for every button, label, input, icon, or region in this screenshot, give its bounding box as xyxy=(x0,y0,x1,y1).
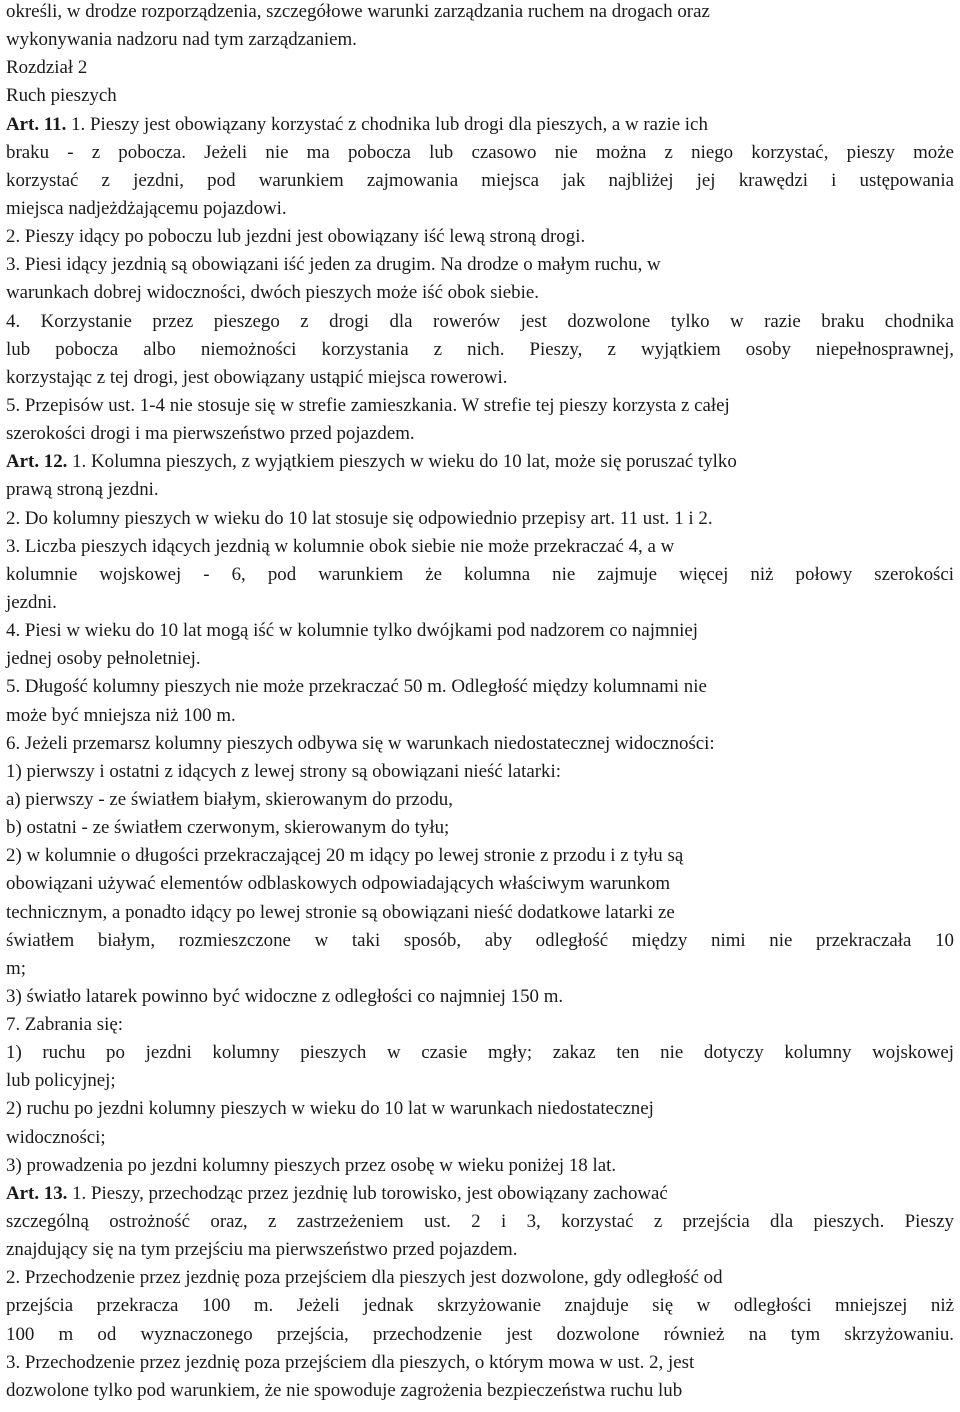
line-text: 5. Długość kolumny pieszych nie może przekraczać 50 m. Odległość między kolumnami nie xyxy=(6,676,707,698)
line-text: dozwolone tylko pod warunkiem, że nie spowoduje zagrożenia bezpieczeństwa ruchu lub xyxy=(6,1379,683,1401)
line-text: miejsca nadjeżdżającemu pojazdowi. xyxy=(6,197,287,219)
line-text: może być mniejsza niż 100 m. xyxy=(6,704,236,726)
text-line xyxy=(6,364,954,392)
line-text: jezdni. xyxy=(6,591,57,613)
line-text: prawą stroną jezdni. xyxy=(6,479,159,501)
text-line xyxy=(6,82,954,110)
line-text: 4. Piesi w wieku do 10 lat mogą iść w kolumnie tylko dwójkami pod nadzorem co najmniej xyxy=(6,620,699,642)
text-line xyxy=(6,1264,954,1292)
line-text: jednej osoby pełnoletniej. xyxy=(6,648,201,670)
text-line xyxy=(6,420,954,448)
text-line xyxy=(6,336,954,364)
line-text: lub policyjnej; xyxy=(6,1070,116,1092)
text-line xyxy=(6,645,954,673)
line-text: obowiązani używać elementów odblaskowych odpowiadających właściwym warunkom xyxy=(6,873,671,895)
line-text: 100 m od wyznaczonego przejścia, przechodzenie jest dozwolone również na tym skrzyżowaniu. xyxy=(6,1323,954,1345)
line-text: Ruch pieszych xyxy=(6,85,117,107)
line-text: kolumnie wojskowej - 6, pod warunkiem że kolumna nie zajmuje więcej niż połowy szerokości xyxy=(6,563,954,585)
line-text: b) ostatni - ze światłem czerwonym, skierowanym do tyłu; xyxy=(6,817,450,839)
article-number: Art. 13. xyxy=(6,1182,68,1204)
line-text: 5. Przepisów ust. 1-4 nie stosuje się w strefie zamieszkania. W strefie tej pieszy korzysta z całej xyxy=(6,394,730,416)
line-text: 4. Korzystanie przez pieszego z drogi dla rowerów jest dozwolone tylko w razie braku chodnika xyxy=(6,310,954,332)
text-line xyxy=(6,195,954,223)
line-text: wykonywania nadzoru nad tym zarządzaniem. xyxy=(6,29,357,51)
text-line xyxy=(6,476,954,504)
text-line xyxy=(6,111,954,139)
line-text: znajdujący się na tym przejściu ma pierwszeństwo przed pojazdem. xyxy=(6,1239,518,1261)
text-line xyxy=(6,730,954,758)
line-text: warunkach dobrej widoczności, dwóch pieszych może iść obok siebie. xyxy=(6,282,539,304)
text-line xyxy=(6,786,954,814)
text-line xyxy=(6,1180,954,1208)
text-line xyxy=(6,955,954,983)
text-line xyxy=(6,54,954,82)
line-text: światłem białym, rozmieszczone w taki sposób, aby odległość między nimi nie przekraczała 10 xyxy=(6,929,954,951)
text-line xyxy=(6,1292,954,1320)
line-text: 3. Liczba pieszych idących jezdnią w kolumnie obok siebie nie może przekraczać 4, a w xyxy=(6,535,675,557)
text-line xyxy=(6,1124,954,1152)
text-line xyxy=(6,1152,954,1180)
text-line xyxy=(6,1236,954,1264)
text-line xyxy=(6,533,954,561)
text-line xyxy=(6,927,954,955)
article-number: Art. 11. xyxy=(6,113,67,135)
line-text: 3. Piesi idący jezdnią są obowiązani iść jeden za drugim. Na drodze o małym ruchu, w xyxy=(6,254,661,276)
line-text: 1) pierwszy i ostatni z idących z lewej strony są obowiązani nieść latarki: xyxy=(6,760,561,782)
line-text: szerokości drogi i ma pierwszeństwo przed pojazdem. xyxy=(6,423,415,445)
line-text: 2) w kolumnie o długości przekraczającej 20 m idący po lewej stronie z przodu i z tyłu są xyxy=(6,845,684,867)
line-text: m; xyxy=(6,957,26,979)
line-text: 2. Do kolumny pieszych w wieku do 10 lat stosuje się odpowiednio przepisy art. 11 ust. 1 i 2. xyxy=(6,507,713,529)
line-text: szczególną ostrożność oraz, z zastrzeżeniem ust. 2 i 3, korzystać z przejścia dla pieszych. Pieszy xyxy=(6,1211,954,1233)
line-text: technicznym, a ponadto idący po lewej stronie są obowiązani nieść dodatkowe latarki ze xyxy=(6,901,675,923)
line-text: Rozdział 2 xyxy=(6,57,88,79)
text-line xyxy=(6,1011,954,1039)
text-line xyxy=(6,702,954,730)
text-line xyxy=(6,505,954,533)
line-text: 1) ruchu po jezdni kolumny pieszych w czasie mgły; zakaz ten nie dotyczy kolumny wojskowej xyxy=(6,1042,954,1064)
text-line xyxy=(6,308,954,336)
line-text: przejścia przekracza 100 m. Jeżeli jednak skrzyżowanie znajduje się w odległości mniejszej niż xyxy=(6,1295,954,1317)
line-text: braku - z pobocza. Jeżeli nie ma pobocza lub czasowo nie można z niego korzystać, pieszy może xyxy=(6,141,954,163)
line-text: 2. Przechodzenie przez jezdnię poza przejściem dla pieszych jest dozwolone, gdy odległość od xyxy=(6,1267,723,1289)
line-text: 1. Pieszy, przechodząc przez jezdnię lub torowisko, jest obowiązany zachować xyxy=(67,1182,668,1204)
text-line xyxy=(6,814,954,842)
text-line xyxy=(6,617,954,645)
text-line xyxy=(6,1377,954,1405)
text-line xyxy=(6,1039,954,1067)
line-text: lub pobocza albo niemożności korzystania z nich. Pieszy, z wyjątkiem osoby niepełnosprawnej, xyxy=(6,338,954,360)
line-text: korzystać z jezdni, pod warunkiem zajmowania miejsca jak najbliżej jej krawędzi i ustępowania xyxy=(6,169,954,191)
text-line xyxy=(6,561,954,589)
text-line xyxy=(6,392,954,420)
text-line xyxy=(6,1321,954,1349)
article-number: Art. 12. xyxy=(6,451,68,473)
text-line xyxy=(6,0,954,26)
line-text: określi, w drodze rozporządzenia, szczegółowe warunki zarządzania ruchem na drogach oraz xyxy=(6,1,710,22)
line-text: 1. Pieszy jest obowiązany korzystać z chodnika lub drogi dla pieszych, a w razie ich xyxy=(66,113,708,135)
text-line xyxy=(6,899,954,927)
text-line xyxy=(6,139,954,167)
line-text: 6. Jeżeli przemarsz kolumny pieszych odbywa się w warunkach niedostatecznej widoczności: xyxy=(6,732,715,754)
line-text: korzystając z tej drogi, jest obowiązany ustąpić miejsca rowerowi. xyxy=(6,366,508,388)
text-line xyxy=(6,167,954,195)
text-line xyxy=(6,26,954,54)
line-text: 3. Przechodzenie przez jezdnię poza przejściem dla pieszych, o którym mowa w ust. 2, jest xyxy=(6,1351,695,1373)
text-line xyxy=(6,673,954,701)
text-line xyxy=(6,223,954,251)
line-text: widoczności; xyxy=(6,1126,106,1148)
text-line xyxy=(6,870,954,898)
line-text: 2. Pieszy idący po poboczu lub jezdni jest obowiązany iść lewą stroną drogi. xyxy=(6,226,586,248)
line-text: 3) prowadzenia po jezdni kolumny pieszych przez osobę w wieku poniżej 18 lat. xyxy=(6,1154,617,1176)
line-text: a) pierwszy - ze światłem białym, skierowanym do przodu, xyxy=(6,788,453,810)
text-line xyxy=(6,1095,954,1123)
text-line xyxy=(6,842,954,870)
line-text: 2) ruchu po jezdni kolumny pieszych w wieku do 10 lat w warunkach niedostatecznej xyxy=(6,1098,654,1120)
text-line xyxy=(6,1208,954,1236)
text-line xyxy=(6,1067,954,1095)
line-text: 1. Kolumna pieszych, z wyjątkiem pieszych w wieku do 10 lat, może się poruszać tylko xyxy=(67,451,737,473)
text-line xyxy=(6,589,954,617)
text-line xyxy=(6,251,954,279)
line-text: 3) światło latarek powinno być widoczne z odległości co najmniej 150 m. xyxy=(6,985,564,1007)
text-line xyxy=(6,1349,954,1377)
line-text: 7. Zabrania się: xyxy=(6,1014,123,1036)
text-line xyxy=(6,448,954,476)
text-line xyxy=(6,983,954,1011)
text-line xyxy=(6,279,954,307)
text-line xyxy=(6,758,954,786)
